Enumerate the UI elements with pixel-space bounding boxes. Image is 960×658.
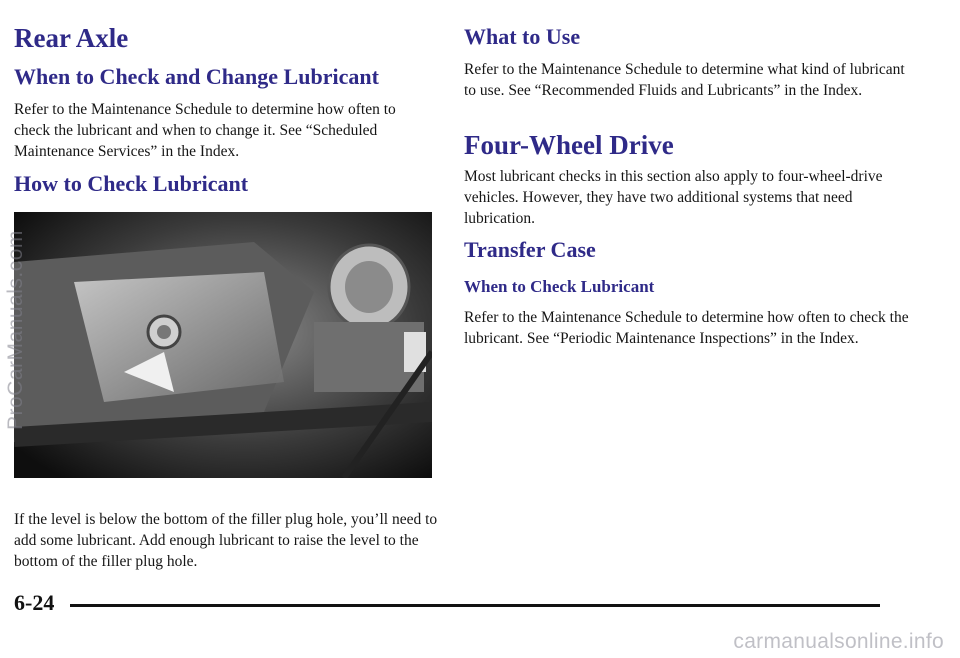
what-to-use-paragraph: Refer to the Maintenance Schedule to determine what kind of lubricant to use. See “Recommended Fluids and Lubricants” in the Index. [464, 61, 905, 99]
transfer-case-paragraph: Refer to the Maintenance Schedule to determine how often to check the lubricant. See “Periodic Maintenance Inspections” in the Index. [464, 309, 909, 347]
transfer-case-title: Transfer Case [464, 237, 596, 262]
axle-photo [14, 212, 432, 478]
when-to-check-title: When to Check Lubricant [464, 277, 655, 296]
four-wheel-drive-paragraph: Most lubricant checks in this section also apply to four-wheel-drive vehicles. However, they have two additional systems that need lubrication. [464, 168, 883, 227]
rear-axle-title: Rear Axle [14, 23, 129, 53]
when-to-check-change-title: When to Check and Change Lubricant [14, 64, 379, 89]
rear-axle-paragraph: Refer to the Maintenance Schedule to determine how often to check the lubricant and when to change it. See “Scheduled Maintenance Services” in the Index. [14, 101, 396, 160]
vertical-watermark: ProCarManuals.com [4, 230, 27, 430]
what-to-use-title: What to Use [464, 24, 581, 49]
site-watermark: carmanualsonline.info [733, 630, 944, 653]
four-wheel-drive-title: Four-Wheel Drive [464, 130, 674, 160]
how-to-check-title: How to Check Lubricant [14, 171, 249, 196]
page-number: 6-24 [14, 590, 55, 615]
footer-rule [70, 604, 880, 607]
level-paragraph: If the level is below the bottom of the filler plug hole, you’ll need to add some lubricant. Add enough lubricant to raise the level to the bottom of the filler plug hole. [14, 511, 438, 570]
page-footer [14, 590, 880, 620]
